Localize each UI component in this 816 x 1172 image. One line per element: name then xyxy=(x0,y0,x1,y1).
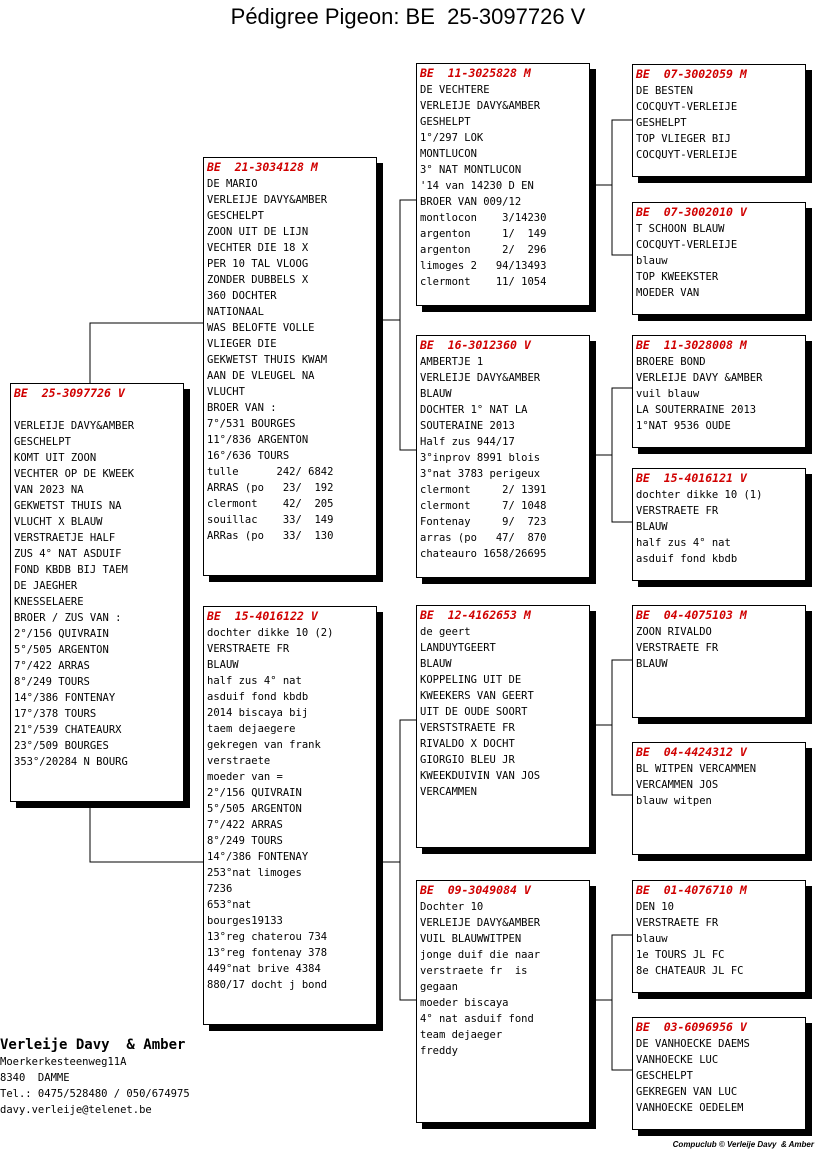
detail-line: GEKWETST THUIS NA xyxy=(14,500,122,512)
detail-line: AMBERTJE 1 xyxy=(420,356,484,368)
ring-number: BE 15-4016121 V xyxy=(636,471,747,485)
detail-line: DOCHTER 1° NAT LA xyxy=(420,404,528,416)
detail-line: T SCHOON BLAUW xyxy=(636,223,725,235)
pigeon-details xyxy=(420,354,586,562)
detail-line: vuil blauw xyxy=(636,388,700,400)
pigeon-card-sdd[interactable] xyxy=(632,468,806,581)
detail-line: blauw xyxy=(636,933,668,945)
detail-line: GESCHELPT xyxy=(636,1070,693,1082)
pigeon-card-sds[interactable] xyxy=(632,335,806,448)
detail-line: BL WITPEN VERCAMMEN xyxy=(636,763,757,775)
pigeon-card-sire[interactable] xyxy=(203,157,377,576)
ring-number: BE 15-4016122 V xyxy=(207,609,318,623)
owner-email[interactable]: davy.verleije@telenet.be xyxy=(0,1104,152,1116)
detail-line: '14 van 14230 D EN xyxy=(420,180,534,192)
detail-line: ZUS 4° NAT ASDUIF xyxy=(14,548,122,560)
pigeon-details xyxy=(420,82,586,290)
detail-line: 23°/509 BOURGES xyxy=(14,740,109,752)
detail-line: 360 DOCHTER xyxy=(207,290,277,302)
detail-line: 2°/156 QUIVRAIN xyxy=(14,628,109,640)
detail-line: 8°/249 TOURS xyxy=(207,835,283,847)
detail-line: 3° NAT MONTLUCON xyxy=(420,164,522,176)
detail-line: GEKWETST THUIS KWAM xyxy=(207,354,328,366)
detail-line: argenton 2/ 296 xyxy=(420,244,547,256)
connector-dd xyxy=(590,935,632,1070)
detail-line: 14°/386 FONTENAY xyxy=(207,851,309,863)
detail-line: VANHOECKE OEDELEM xyxy=(636,1102,744,1114)
detail-line: freddy xyxy=(420,1045,458,1057)
detail-line: VANHOECKE LUC xyxy=(636,1054,719,1066)
detail-line: clermont 11/ 1054 xyxy=(420,276,547,288)
detail-line: 253°nat limoges xyxy=(207,867,302,879)
detail-line: KNESSELAERE xyxy=(14,596,84,608)
detail-line: DE JAEGHER xyxy=(14,580,78,592)
connector-ds xyxy=(590,660,632,795)
detail-line: VERSTRAETE FR xyxy=(636,917,719,929)
detail-line: VERSTRAETE FR xyxy=(636,505,719,517)
detail-line: dochter dikke 10 (1) xyxy=(636,489,763,501)
detail-line: 14°/386 FONTENAY xyxy=(14,692,116,704)
detail-line: DE MARIO xyxy=(207,178,258,190)
pigeon-details xyxy=(207,625,373,993)
detail-line: COCQUYT-VERLEIJE xyxy=(636,101,738,113)
detail-line: VECHTER OP DE KWEEK xyxy=(14,468,135,480)
detail-line: gegaan xyxy=(420,981,458,993)
detail-line: verstraete xyxy=(207,755,271,767)
detail-line: MOEDER VAN xyxy=(636,287,700,299)
pigeon-details xyxy=(636,221,802,301)
detail-line: DE VANHOECKE DAEMS xyxy=(636,1038,750,1050)
pigeon-details xyxy=(636,354,802,434)
detail-line: WAS BELOFTE VOLLE xyxy=(207,322,315,334)
ring-number: BE 16-3012360 V xyxy=(420,338,531,352)
pigeon-card-root[interactable] xyxy=(10,383,184,802)
detail-line: 17°/378 TOURS xyxy=(14,708,97,720)
detail-line: BROERE BOND xyxy=(636,356,706,368)
detail-line: UIT DE OUDE SOORT xyxy=(420,706,528,718)
detail-line: 11°/836 ARGENTON xyxy=(207,434,309,446)
detail-line: clermont 42/ 205 xyxy=(207,498,334,510)
detail-line: Half zus 944/17 xyxy=(420,436,515,448)
detail-line: 3°nat 3783 perigeux xyxy=(420,468,541,480)
connector-root-sire xyxy=(90,323,203,383)
ring-number: BE 07-3002059 M xyxy=(636,67,747,81)
detail-line: PER 10 TAL VLOOG xyxy=(207,258,309,270)
detail-line: team dejaeger xyxy=(420,1029,503,1041)
detail-line: FOND KBDB BIJ TAEM xyxy=(14,564,128,576)
owner-street: Moerkerkesteenweg11A xyxy=(0,1056,127,1068)
detail-line: verstraete fr is xyxy=(420,965,528,977)
pigeon-details xyxy=(636,624,802,672)
detail-line: moeder biscaya xyxy=(420,997,509,1009)
detail-line: NATIONAAL xyxy=(207,306,264,318)
detail-line: BROER / ZUS VAN : xyxy=(14,612,122,624)
detail-line: TOP VLIEGER BIJ xyxy=(636,133,731,145)
detail-line: VERLEIJE DAVY &AMBER xyxy=(636,372,763,384)
pigeon-details xyxy=(420,624,586,800)
detail-line: 4° nat asduif fond xyxy=(420,1013,534,1025)
detail-line: GESCHELPT xyxy=(207,210,264,222)
detail-line: 5°/505 ARGENTON xyxy=(207,803,302,815)
detail-line: GESHELPT xyxy=(636,117,687,129)
detail-line: dochter dikke 10 (2) xyxy=(207,627,334,639)
detail-line: MONTLUCON xyxy=(420,148,477,160)
pigeon-card-dam-sire[interactable] xyxy=(416,605,590,848)
detail-line: 7236 xyxy=(207,883,233,895)
pigeon-details xyxy=(636,83,802,163)
pigeon-details xyxy=(14,402,180,770)
pigeon-details xyxy=(636,761,802,809)
owner-city: 8340 DAMME xyxy=(0,1072,70,1084)
detail-line: DE BESTEN xyxy=(636,85,693,97)
detail-line: jonge duif die naar xyxy=(420,949,541,961)
pigeon-card-ddd[interactable] xyxy=(632,1017,806,1130)
detail-line: KOMT UIT ZOON xyxy=(14,452,97,464)
detail-line: chateauro 1658/26695 xyxy=(420,548,547,560)
connector-sd xyxy=(590,388,632,522)
detail-line: VERSTRAETJE HALF xyxy=(14,532,116,544)
detail-line xyxy=(14,402,180,418)
detail-line: blauw xyxy=(636,255,668,267)
pigeon-card-sire-dam[interactable] xyxy=(416,335,590,578)
detail-line: BROER VAN : xyxy=(207,402,277,414)
detail-line: 13°reg chaterou 734 xyxy=(207,931,328,943)
ring-number: BE 09-3049084 V xyxy=(420,883,531,897)
detail-line: GEKREGEN VAN LUC xyxy=(636,1086,738,1098)
detail-line: VLUCHT xyxy=(207,386,245,398)
detail-line: 21°/539 CHATEAURX xyxy=(14,724,122,736)
ring-number: BE 21-3034128 M xyxy=(207,160,318,174)
detail-line: 2014 biscaya bij xyxy=(207,707,309,719)
detail-line: gekregen van frank xyxy=(207,739,321,751)
ring-number: BE 07-3002010 V xyxy=(636,205,747,219)
detail-line: 1e TOURS JL FC xyxy=(636,949,725,961)
pigeon-card-dam[interactable] xyxy=(203,606,377,1025)
detail-line: BLAUW xyxy=(420,658,452,670)
pigeon-details xyxy=(636,487,802,567)
detail-line: clermont 2/ 1391 xyxy=(420,484,547,496)
pigeon-card-dds[interactable] xyxy=(632,880,806,993)
detail-line: VERSTRAETE FR xyxy=(636,642,719,654)
detail-line: VAN 2023 NA xyxy=(14,484,84,496)
detail-line: de geert xyxy=(420,626,471,638)
detail-line: asduif fond kbdb xyxy=(636,553,738,565)
detail-line: LANDUYTGEERT xyxy=(420,642,496,654)
detail-line: RIVALDO X DOCHT xyxy=(420,738,515,750)
detail-line: 8e CHATEAUR JL FC xyxy=(636,965,744,977)
detail-line: BLAUW xyxy=(636,658,668,670)
detail-line: souillac 33/ 149 xyxy=(207,514,334,526)
pigeon-card-dsd[interactable] xyxy=(632,742,806,855)
detail-line: VERLEIJE DAVY&AMBER xyxy=(207,194,328,206)
detail-line: AAN DE VLEUGEL NA xyxy=(207,370,315,382)
detail-line: 3°inprov 8991 blois xyxy=(420,452,541,464)
ring-number: BE 11-3025828 M xyxy=(420,66,531,80)
detail-line: Dochter 10 xyxy=(420,901,484,913)
detail-line: COCQUYT-VERLEIJE xyxy=(636,239,738,251)
connector-ss xyxy=(590,120,632,255)
detail-line: tulle 242/ 6842 xyxy=(207,466,334,478)
detail-line: VERCAMMEN JOS xyxy=(636,779,719,791)
ring-number: BE 11-3028008 M xyxy=(636,338,747,352)
detail-line: 7°/422 ARRAS xyxy=(14,660,90,672)
pigeon-card-sss[interactable] xyxy=(632,64,806,177)
pigeon-card-ssd[interactable] xyxy=(632,202,806,315)
ring-number: BE 01-4076710 M xyxy=(636,883,747,897)
detail-line: 880/17 docht j bond xyxy=(207,979,328,991)
detail-line: VERLEIJE DAVY&AMBER xyxy=(420,372,541,384)
detail-line: arras (po 47/ 870 xyxy=(420,532,547,544)
detail-line: half zus 4° nat xyxy=(636,537,731,549)
detail-line: ARRas (po 33/ 130 xyxy=(207,530,334,542)
owner-phone[interactable]: Tel.: 0475/528480 / 050/674975 xyxy=(0,1088,190,1100)
detail-line: 2°/156 QUIVRAIN xyxy=(207,787,302,799)
detail-line: KWEEKERS VAN GEERT xyxy=(420,690,534,702)
detail-line: limoges 2 94/13493 xyxy=(420,260,547,272)
detail-line: GESCHELPT xyxy=(14,436,71,448)
pigeon-card-dam-dam[interactable] xyxy=(416,880,590,1123)
detail-line: DE VECHTERE xyxy=(420,84,490,96)
detail-line: montlocon 3/14230 xyxy=(420,212,547,224)
detail-line: ZONDER DUBBELS X xyxy=(207,274,309,286)
detail-line: 5°/505 ARGENTON xyxy=(14,644,109,656)
detail-line: VUIL BLAUWWITPEN xyxy=(420,933,522,945)
ring-number: BE 03-6096956 V xyxy=(636,1020,747,1034)
connector-dam-grandparents xyxy=(377,720,416,1000)
detail-line: SOUTERAINE 2013 xyxy=(420,420,515,432)
owner-info xyxy=(0,1036,190,1118)
detail-line: DEN 10 xyxy=(636,901,674,913)
detail-line: moeder van = xyxy=(207,771,283,783)
detail-line: VLIEGER DIE xyxy=(207,338,277,350)
pigeon-details xyxy=(636,899,802,979)
detail-line: VERLEIJE DAVY&AMBER xyxy=(420,100,541,112)
connector-sire-grandparents xyxy=(377,200,416,450)
detail-line: 1°NAT 9536 OUDE xyxy=(636,420,731,432)
detail-line: VERSTSTRAETE FR xyxy=(420,722,515,734)
detail-line: asduif fond kbdb xyxy=(207,691,309,703)
detail-line: VERLEIJE DAVY&AMBER xyxy=(14,420,135,432)
detail-line: BLAUW xyxy=(207,659,239,671)
detail-line: BROER VAN 009/12 xyxy=(420,196,522,208)
detail-line: 8°/249 TOURS xyxy=(14,676,90,688)
detail-line: taem dejaegere xyxy=(207,723,296,735)
detail-line: argenton 1/ 149 xyxy=(420,228,547,240)
detail-line: VERLEIJE DAVY&AMBER xyxy=(420,917,541,929)
detail-line: VECHTER DIE 18 X xyxy=(207,242,309,254)
detail-line: 353°/20284 N BOURG xyxy=(14,756,128,768)
pigeon-details xyxy=(420,899,586,1059)
detail-line: ZOON UIT DE LIJN xyxy=(207,226,309,238)
ring-number: BE 04-4424312 V xyxy=(636,745,747,759)
detail-line: ARRAS (po 23/ 192 xyxy=(207,482,334,494)
detail-line: bourges19133 xyxy=(207,915,283,927)
ring-number: BE 25-3097726 V xyxy=(14,386,125,400)
detail-line: 449°nat brive 4384 xyxy=(207,963,321,975)
detail-line: ZOON RIVALDO xyxy=(636,626,712,638)
detail-line: GIORGIO BLEU JR xyxy=(420,754,515,766)
ring-number: BE 12-4162653 M xyxy=(420,608,531,622)
detail-line: 13°reg fontenay 378 xyxy=(207,947,328,959)
detail-line: 7°/531 BOURGES xyxy=(207,418,296,430)
ring-number: BE 04-4075103 M xyxy=(636,608,747,622)
detail-line: half zus 4° nat xyxy=(207,675,302,687)
detail-line: 7°/422 ARRAS xyxy=(207,819,283,831)
detail-line: 16°/636 TOURS xyxy=(207,450,290,462)
detail-line: blauw witpen xyxy=(636,795,712,807)
connector-root-dam xyxy=(90,802,203,862)
pigeon-details xyxy=(207,176,373,544)
detail-line: Fontenay 9/ 723 xyxy=(420,516,547,528)
detail-line: TOP KWEEKSTER xyxy=(636,271,719,283)
detail-line: COCQUYT-VERLEIJE xyxy=(636,149,738,161)
detail-line: GESHELPT xyxy=(420,116,471,128)
detail-line: VERCAMMEN xyxy=(420,786,477,798)
detail-line: KOPPELING UIT DE xyxy=(420,674,522,686)
detail-line: KWEEKDUIVIN VAN JOS xyxy=(420,770,541,782)
pigeon-card-sire-sire[interactable] xyxy=(416,63,590,306)
detail-line: clermont 7/ 1048 xyxy=(420,500,547,512)
owner-name: Verleije Davy & Amber xyxy=(0,1037,186,1053)
pigeon-details xyxy=(636,1036,802,1116)
footer-credit: Compuclub © Verleije Davy & Amber xyxy=(672,1140,814,1149)
pigeon-card-dss[interactable] xyxy=(632,605,806,718)
detail-line: 1°/297 LOK xyxy=(420,132,484,144)
detail-line: BLAUW xyxy=(636,521,668,533)
detail-line: BLAUW xyxy=(420,388,452,400)
detail-line: LA SOUTERRAINE 2013 xyxy=(636,404,757,416)
detail-line: 653°nat xyxy=(207,899,252,911)
page-title: Pédigree Pigeon: BE 25-3097726 V xyxy=(230,4,586,29)
detail-line: VLUCHT X BLAUW xyxy=(14,516,103,528)
detail-line: VERSTRAETE FR xyxy=(207,643,290,655)
